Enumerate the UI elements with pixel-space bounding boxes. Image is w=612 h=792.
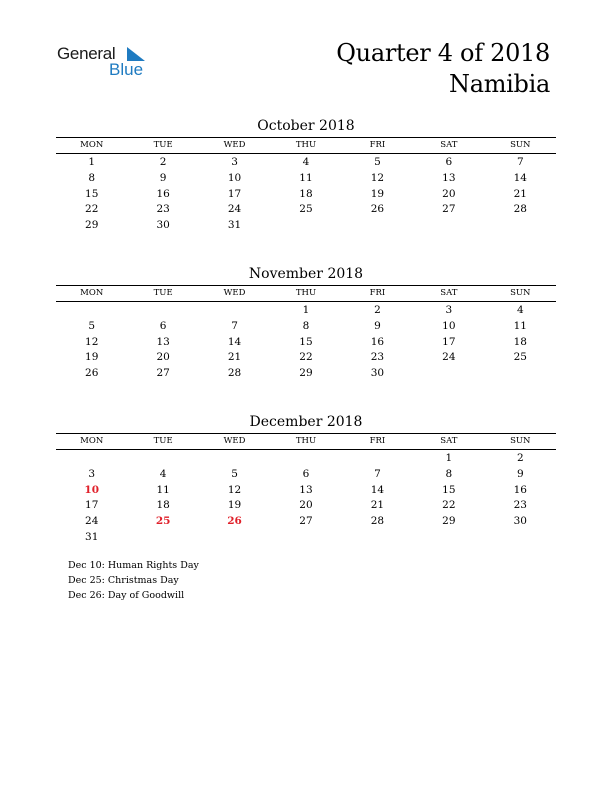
logo-general-text: General <box>57 44 116 63</box>
day-cell: 1 <box>88 156 96 168</box>
empty-day-cell <box>127 234 198 250</box>
empty-day-cell <box>56 234 127 250</box>
day-cell: 31 <box>227 219 242 232</box>
weekday-label: SAT <box>440 288 458 298</box>
day-cell: 15 <box>442 483 456 496</box>
weekday-label: SAT <box>440 140 458 150</box>
quarter-title: Quarter 4 of 2018 <box>336 39 550 67</box>
weekday-label: MON <box>80 140 104 150</box>
empty-day-cell <box>485 366 556 382</box>
day-cell: 26 <box>370 203 385 216</box>
weekday-label: FRI <box>369 288 386 298</box>
day-cell: 2 <box>516 452 524 464</box>
day-cell: 21 <box>227 351 242 364</box>
day-cell: 23 <box>156 203 170 216</box>
day-cell: 28 <box>513 203 527 216</box>
weekday-label: SAT <box>440 436 458 446</box>
day-cell: 12 <box>370 171 385 184</box>
day-cell: 5 <box>88 319 96 332</box>
empty-day-cell <box>485 218 556 234</box>
day-cell: 6 <box>445 156 453 168</box>
day-cell: 24 <box>442 351 456 364</box>
day-cell: 14 <box>370 483 385 496</box>
weekday-label: THU <box>295 436 317 446</box>
day-cell: 16 <box>156 187 170 200</box>
day-cell: 6 <box>159 319 167 332</box>
day-cell: 3 <box>88 467 96 480</box>
month-title: December 2018 <box>249 414 363 430</box>
day-cell: 8 <box>302 319 310 332</box>
month-november <box>56 264 556 382</box>
day-cell: 18 <box>299 187 313 200</box>
day-cell: 29 <box>299 367 313 380</box>
weekday-label: TUE <box>153 436 173 446</box>
day-cell: 27 <box>156 367 170 380</box>
day-cell: 14 <box>227 335 242 348</box>
weekday-label: MON <box>80 288 104 298</box>
holiday-notes <box>68 558 199 603</box>
empty-day-cell <box>199 530 270 546</box>
day-cell: 20 <box>442 187 456 200</box>
day-cell: 26 <box>85 367 99 380</box>
logo <box>57 44 157 84</box>
day-cell: 11 <box>513 319 527 332</box>
day-cell: 5 <box>231 467 238 480</box>
day-cell: 12 <box>85 335 99 348</box>
day-cell: 9 <box>516 467 524 480</box>
day-cell: 25 <box>155 515 171 528</box>
empty-day-cell <box>56 303 127 319</box>
day-cell: 16 <box>370 335 385 348</box>
day-cell: 14 <box>513 171 527 184</box>
day-cell: 10 <box>84 483 100 496</box>
day-cell: 30 <box>156 219 170 232</box>
empty-day-cell <box>270 218 341 234</box>
day-cell: 29 <box>442 515 456 528</box>
day-cell: 25 <box>299 203 313 216</box>
day-cell: 21 <box>513 187 527 200</box>
day-cell: 7 <box>231 319 238 332</box>
weekday-label: WED <box>223 288 246 298</box>
holiday-note: Dec 26: Day of Goodwill <box>68 590 185 601</box>
day-cell: 23 <box>370 351 385 364</box>
country-title: Namibia <box>449 70 550 98</box>
empty-day-cell <box>127 303 198 319</box>
empty-day-cell <box>342 451 413 467</box>
day-cell: 8 <box>88 171 96 184</box>
weekday-header <box>56 137 556 154</box>
weekday-label: TUE <box>153 140 173 150</box>
day-cell: 30 <box>513 515 527 528</box>
day-cell: 24 <box>85 515 99 528</box>
day-cell: 9 <box>159 171 167 184</box>
day-cell: 16 <box>513 483 527 496</box>
empty-day-cell <box>413 218 484 234</box>
month-title: October 2018 <box>257 118 355 134</box>
weekday-label: THU <box>295 140 317 150</box>
weekday-label: FRI <box>369 140 386 150</box>
day-cell: 19 <box>370 187 385 200</box>
day-cell: 1 <box>445 452 453 464</box>
empty-day-cell <box>342 218 413 234</box>
day-cell: 2 <box>374 304 381 316</box>
day-cell: 17 <box>85 499 99 512</box>
empty-day-cell <box>413 530 484 546</box>
day-cell: 2 <box>159 156 167 168</box>
day-cell: 17 <box>442 335 456 348</box>
day-cell: 25 <box>513 351 527 364</box>
day-cell: 7 <box>374 467 381 480</box>
weekday-label: FRI <box>369 436 386 446</box>
day-cell: 11 <box>156 483 170 496</box>
day-cell: 13 <box>442 171 456 184</box>
day-cell: 26 <box>227 515 242 528</box>
empty-day-cell <box>485 530 556 546</box>
day-cell: 13 <box>299 483 313 496</box>
day-cell: 28 <box>227 367 242 380</box>
day-cell: 3 <box>445 304 453 316</box>
day-grid <box>56 303 556 382</box>
weekday-header <box>56 285 556 302</box>
day-cell: 1 <box>302 304 310 316</box>
day-cell: 11 <box>299 171 313 184</box>
day-cell: 12 <box>227 483 242 496</box>
weekday-label: WED <box>223 140 246 150</box>
day-cell: 27 <box>299 515 313 528</box>
day-cell: 24 <box>227 203 242 216</box>
day-cell: 10 <box>227 171 242 184</box>
weekday-label: SUN <box>510 140 531 150</box>
month-title: November 2018 <box>248 266 364 282</box>
day-cell: 27 <box>442 203 456 216</box>
day-cell: 21 <box>370 499 385 512</box>
logo-blue-text: Blue <box>109 60 144 79</box>
day-cell: 5 <box>374 156 381 168</box>
holiday-note: Dec 10: Human Rights Day <box>68 560 199 571</box>
day-cell: 31 <box>85 530 99 543</box>
empty-day-cell <box>270 530 341 546</box>
day-grid <box>56 451 556 546</box>
day-cell: 10 <box>442 319 456 332</box>
day-cell: 17 <box>227 187 242 200</box>
day-cell: 20 <box>299 499 313 512</box>
day-cell: 6 <box>302 467 310 480</box>
weekday-label: SUN <box>510 288 531 298</box>
day-cell: 15 <box>299 335 313 348</box>
page-title <box>336 38 550 100</box>
empty-day-cell <box>127 530 198 546</box>
empty-day-cell <box>199 451 270 467</box>
day-cell: 20 <box>156 351 170 364</box>
empty-day-cell <box>127 451 198 467</box>
weekday-label: MON <box>80 436 104 446</box>
month-december <box>56 412 556 546</box>
day-cell: 19 <box>85 351 99 364</box>
logo-flag-icon <box>123 47 145 61</box>
day-cell: 15 <box>85 187 99 200</box>
weekday-header <box>56 433 556 450</box>
day-cell: 22 <box>299 351 313 364</box>
weekday-label: TUE <box>153 288 173 298</box>
day-cell: 8 <box>445 467 453 480</box>
weekday-label: SUN <box>510 436 531 446</box>
day-cell: 29 <box>85 219 99 232</box>
day-cell: 30 <box>370 367 385 380</box>
day-cell: 7 <box>516 156 524 168</box>
empty-day-cell <box>270 451 341 467</box>
day-cell: 3 <box>231 156 238 168</box>
day-cell: 22 <box>85 203 99 216</box>
day-cell: 23 <box>513 499 527 512</box>
day-cell: 4 <box>302 156 310 168</box>
day-cell: 18 <box>156 499 170 512</box>
day-grid <box>56 155 556 250</box>
empty-day-cell <box>342 530 413 546</box>
weekday-label: WED <box>223 436 246 446</box>
day-cell: 22 <box>442 499 456 512</box>
day-cell: 4 <box>159 467 167 480</box>
day-cell: 13 <box>156 335 170 348</box>
holiday-note: Dec 25: Christmas Day <box>68 575 179 586</box>
day-cell: 9 <box>374 319 381 332</box>
day-cell: 19 <box>227 499 242 512</box>
day-cell: 28 <box>370 515 385 528</box>
empty-day-cell <box>413 366 484 382</box>
empty-day-cell <box>56 451 127 467</box>
weekday-label: THU <box>295 288 317 298</box>
month-october <box>56 116 556 250</box>
day-cell: 4 <box>516 304 524 316</box>
day-cell: 18 <box>513 335 527 348</box>
empty-day-cell <box>199 303 270 319</box>
